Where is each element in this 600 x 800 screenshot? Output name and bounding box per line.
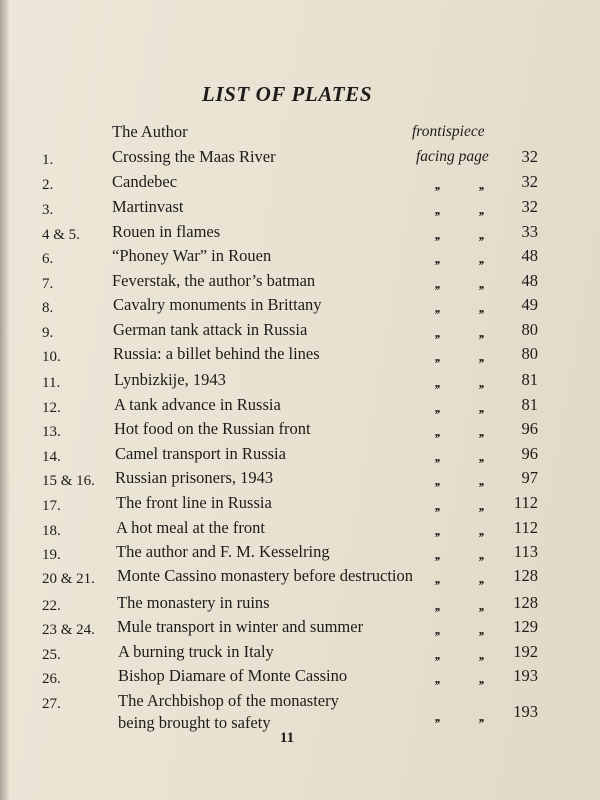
plate-description: Candebec bbox=[112, 172, 178, 191]
plate-row bbox=[0, 492, 600, 516]
ditto-mark: ,, bbox=[434, 547, 440, 562]
plate-row bbox=[0, 221, 600, 245]
ditto-mark: ,, bbox=[478, 647, 484, 662]
plate-description: Russian prisoners, 1943 bbox=[115, 468, 274, 487]
plate-number: 27. bbox=[42, 696, 61, 712]
plate-description: Monte Cassino monastery before destruction bbox=[117, 566, 414, 585]
plate-description: German tank attack in Russia bbox=[113, 320, 308, 339]
page-number: 11 bbox=[279, 730, 295, 746]
plate-number: 14. bbox=[42, 449, 61, 465]
ditto-mark: ,, bbox=[478, 375, 484, 390]
plate-page-number: 96 bbox=[521, 444, 538, 463]
ditto-mark: ,, bbox=[434, 473, 440, 488]
plate-number: 8. bbox=[42, 300, 54, 316]
plate-row bbox=[0, 171, 600, 195]
ditto-mark: ,, bbox=[434, 424, 440, 439]
ditto-mark: ,, bbox=[478, 498, 484, 513]
plate-page-number: 32 bbox=[521, 147, 538, 166]
plate-row bbox=[0, 319, 600, 343]
plate-number: 10. bbox=[42, 349, 61, 365]
plate-page-number: 129 bbox=[513, 617, 538, 636]
plate-number: 20 & 21. bbox=[42, 571, 95, 587]
plate-row bbox=[0, 690, 600, 732]
plate-row bbox=[0, 245, 600, 269]
plate-page-number: 193 bbox=[513, 666, 538, 685]
ditto-mark: ,, bbox=[434, 498, 440, 513]
plate-number: 26. bbox=[42, 671, 61, 687]
plate-description: Martinvast bbox=[112, 197, 184, 216]
plate-row bbox=[0, 565, 600, 589]
plate-number: 4 & 5. bbox=[42, 227, 80, 243]
plate-description: Russia: a billet behind the lines bbox=[113, 344, 320, 363]
plate-row bbox=[0, 467, 600, 491]
ditto-mark: ,, bbox=[478, 300, 484, 315]
plate-page-number: 112 bbox=[513, 518, 538, 537]
plate-number: 19. bbox=[42, 547, 61, 563]
plate-page-number: 193 bbox=[513, 702, 538, 721]
ditto-mark: ,, bbox=[434, 202, 440, 217]
plate-number: 1. bbox=[42, 152, 54, 168]
ditto-mark: ,, bbox=[434, 598, 440, 613]
ditto-mark: ,, bbox=[478, 251, 484, 266]
plate-number: 11. bbox=[42, 375, 61, 391]
ditto-mark: ,, bbox=[478, 424, 484, 439]
plate-row bbox=[0, 146, 600, 170]
plate-page-number: 128 bbox=[513, 593, 538, 612]
ditto-mark: ,, bbox=[478, 449, 484, 464]
plate-page-number: 97 bbox=[521, 468, 538, 487]
frontispiece-row bbox=[0, 121, 600, 145]
facing-page-label: facing page bbox=[416, 148, 489, 165]
ditto-mark: ,, bbox=[434, 671, 440, 686]
plate-description: The Archbishop of the monastery bbox=[118, 691, 339, 710]
plate-row bbox=[0, 394, 600, 418]
ditto-mark: ,, bbox=[434, 276, 440, 291]
plate-number: 23 & 24. bbox=[42, 622, 95, 638]
plate-number: 7. bbox=[42, 276, 54, 292]
plate-number: 2. bbox=[42, 177, 54, 193]
ditto-mark: ,, bbox=[478, 227, 484, 242]
plate-description-line2: being brought to safety bbox=[118, 713, 271, 732]
ditto-mark: ,, bbox=[434, 449, 440, 464]
ditto-mark: ,, bbox=[478, 571, 484, 586]
plate-row bbox=[0, 418, 600, 442]
ditto-mark: ,, bbox=[478, 671, 484, 686]
plate-description: The author and F. M. Kesselring bbox=[116, 542, 330, 561]
plate-page-number: 49 bbox=[521, 295, 538, 314]
frontispiece-label: frontispiece bbox=[412, 123, 485, 140]
plate-description: The front line in Russia bbox=[116, 493, 272, 512]
plate-page-number: 81 bbox=[521, 395, 538, 414]
plate-number: 17. bbox=[42, 498, 61, 514]
ditto-mark: ,, bbox=[434, 227, 440, 242]
plate-row bbox=[0, 616, 600, 640]
ditto-mark: ,, bbox=[478, 709, 484, 724]
plate-description: The monastery in ruins bbox=[117, 593, 270, 612]
plate-number: 22. bbox=[42, 598, 61, 614]
plate-page-number: 32 bbox=[521, 172, 538, 191]
plate-number: 3. bbox=[42, 202, 54, 218]
plate-description: A tank advance in Russia bbox=[114, 395, 281, 414]
plate-row bbox=[0, 517, 600, 541]
plate-row bbox=[0, 270, 600, 294]
plate-page-number: 128 bbox=[513, 566, 538, 585]
plate-description: Lynbizkije, 1943 bbox=[114, 370, 226, 389]
ditto-mark: ,, bbox=[434, 349, 440, 364]
plate-page-number: 192 bbox=[513, 642, 538, 661]
plate-description: Cavalry monuments in Brittany bbox=[113, 295, 322, 314]
plate-description: “Phoney War” in Rouen bbox=[112, 246, 272, 265]
plate-page-number: 81 bbox=[521, 370, 538, 389]
ditto-mark: ,, bbox=[434, 251, 440, 266]
ditto-mark: ,, bbox=[434, 523, 440, 538]
plate-page-number: 112 bbox=[513, 493, 538, 512]
ditto-mark: ,, bbox=[478, 349, 484, 364]
ditto-mark: ,, bbox=[478, 547, 484, 562]
plate-description: Feverstak, the author’s batman bbox=[112, 271, 316, 290]
plate-page-number: 48 bbox=[521, 271, 538, 290]
plate-page-number: 96 bbox=[521, 419, 538, 438]
plate-number: 12. bbox=[42, 400, 61, 416]
plate-description: A hot meal at the front bbox=[116, 518, 265, 537]
plate-number: 25. bbox=[42, 647, 61, 663]
plate-page-number: 48 bbox=[521, 246, 538, 265]
ditto-mark: ,, bbox=[478, 622, 484, 637]
ditto-mark: ,, bbox=[478, 276, 484, 291]
plate-row bbox=[0, 592, 600, 616]
ditto-mark: ,, bbox=[478, 177, 484, 192]
plate-description: Camel transport in Russia bbox=[115, 444, 286, 463]
plate-row bbox=[0, 641, 600, 665]
plate-page-number: 80 bbox=[521, 344, 538, 363]
frontispiece-description: The Author bbox=[112, 122, 188, 141]
ditto-mark: ,, bbox=[434, 375, 440, 390]
ditto-mark: ,, bbox=[434, 300, 440, 315]
plate-number: 6. bbox=[42, 251, 54, 267]
ditto-mark: ,, bbox=[478, 325, 484, 340]
plate-row bbox=[0, 369, 600, 393]
plate-number: 13. bbox=[42, 424, 61, 440]
ditto-mark: ,, bbox=[478, 400, 484, 415]
plate-page-number: 80 bbox=[521, 320, 538, 339]
ditto-mark: ,, bbox=[478, 598, 484, 613]
plate-number: 9. bbox=[42, 325, 54, 341]
plate-description: A burning truck in Italy bbox=[118, 642, 274, 661]
ditto-mark: ,, bbox=[478, 473, 484, 488]
plate-row bbox=[0, 343, 600, 367]
page-title: LIST OF PLATES bbox=[201, 82, 373, 106]
plate-row bbox=[0, 294, 600, 318]
plate-page-number: 33 bbox=[521, 222, 538, 241]
ditto-mark: ,, bbox=[434, 647, 440, 662]
plate-row bbox=[0, 196, 600, 220]
ditto-mark: ,, bbox=[434, 400, 440, 415]
ditto-mark: ,, bbox=[434, 709, 440, 724]
plate-description: Crossing the Maas River bbox=[112, 147, 276, 166]
ditto-mark: ,, bbox=[434, 177, 440, 192]
ditto-mark: ,, bbox=[434, 325, 440, 340]
plate-row bbox=[0, 541, 600, 565]
ditto-mark: ,, bbox=[478, 202, 484, 217]
plate-row bbox=[0, 665, 600, 689]
plate-page-number: 113 bbox=[513, 542, 538, 561]
ditto-mark: ,, bbox=[434, 571, 440, 586]
plate-number: 15 & 16. bbox=[42, 473, 95, 489]
ditto-mark: ,, bbox=[434, 622, 440, 637]
plate-description: Bishop Diamare of Monte Cassino bbox=[118, 666, 348, 685]
plate-description: Mule transport in winter and summer bbox=[117, 617, 364, 636]
ditto-mark: ,, bbox=[478, 523, 484, 538]
plate-row bbox=[0, 443, 600, 467]
plate-description: Hot food on the Russian front bbox=[114, 419, 311, 438]
plate-page-number: 32 bbox=[521, 197, 538, 216]
plate-number: 18. bbox=[42, 523, 61, 539]
plate-description: Rouen in flames bbox=[112, 222, 221, 241]
